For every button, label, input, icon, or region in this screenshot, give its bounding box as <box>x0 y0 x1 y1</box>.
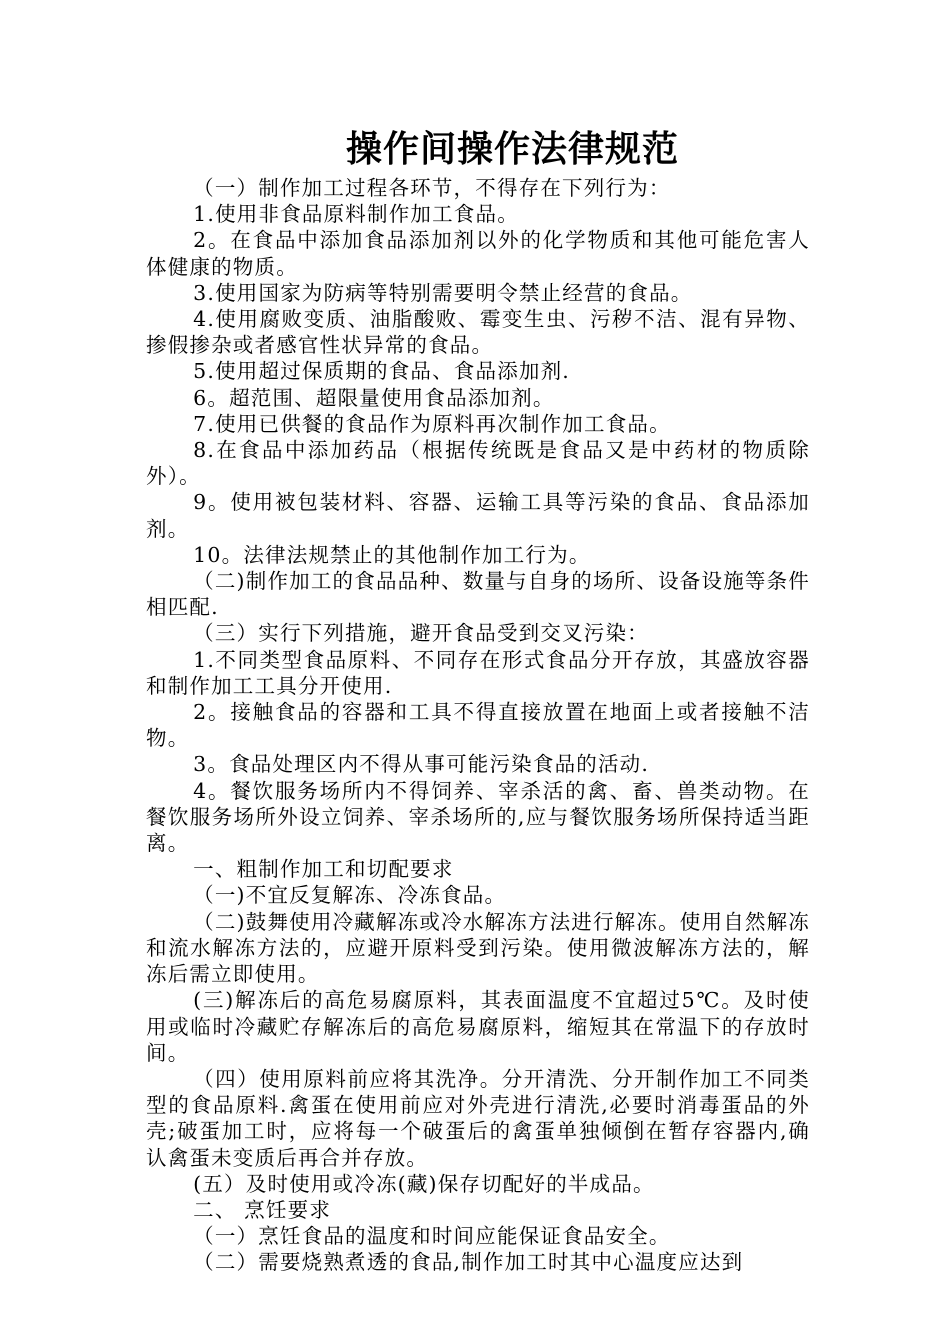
paragraph: （三）实行下列措施，避开食品受到交叉污染： <box>193 621 649 646</box>
paragraph: 8.在食品中添加药品（根据传统既是食品又是中药材的物质除外）。 <box>146 438 810 489</box>
paragraph: 2。在食品中添加食品添加剂以外的化学物质和其他可能危害人体健康的物质。 <box>146 228 810 279</box>
paragraph: 4。餐饮服务场所内不得饲养、宰杀活的禽、畜、兽类动物。在餐饮服务场所外设立饲养、宰杀场所的,应与餐饮服务场所保持适当距离。 <box>146 778 810 856</box>
document-body <box>146 175 810 1276</box>
paragraph: 2。接触食品的容器和工具不得直接放置在地面上或者接触不洁物。 <box>146 700 810 751</box>
paragraph: 7.使用已供餐的食品作为原料再次制作加工食品。 <box>193 411 671 436</box>
document-title: 操作间操作法律规范 <box>345 129 679 170</box>
paragraph: (三)解冻后的高危易腐原料，其表面温度不宜超过5℃。及时使用或临时冷藏贮存解冻后的高危易腐原料，缩短其在常温下的存放时间。 <box>146 988 810 1065</box>
paragraph: （一）烹饪食品的温度和时间应能保证食品安全。 <box>193 1224 671 1249</box>
paragraph: 3。食品处理区内不得从事可能污染食品的活动. <box>193 752 650 777</box>
paragraph: （二)制作加工的食品品种、数量与自身的场所、设备设施等条件相匹配. <box>146 569 810 620</box>
paragraph: 一、粗制作加工和切配要求 <box>193 857 454 882</box>
paragraph: 4.使用腐败变质、油脂酸败、霉变生虫、污秽不洁、混有异物、掺假掺杂或者感官性状异常的食品。 <box>146 307 810 358</box>
paragraph: 9。使用被包装材料、容器、运输工具等污染的食品、食品添加剂。 <box>146 490 810 541</box>
paragraph: （二）需要烧熟煮透的食品,制作加工时其中心温度应达到 <box>193 1250 744 1275</box>
paragraph: （一）制作加工过程各环节，不得存在下列行为： <box>193 176 671 200</box>
paragraph: 1.使用非食品原料制作加工食品。 <box>193 202 519 227</box>
paragraph: 3.使用国家为防病等特别需要明令禁止经营的食品。 <box>193 280 693 305</box>
paragraph: （二)鼓舞使用冷藏解冻或冷水解冻方法进行解冻。使用自然解冻和流水解冻方法的，应避开原料受到污染。使用微波解冻方法的，解冻后需立即使用。 <box>146 909 810 987</box>
paragraph: （一)不宜反复解冻、冷冻食品。 <box>193 883 507 908</box>
paragraph: （四）使用原料前应将其洗净。分开清洗、分开制作加工不同类型的食品原料.禽蛋在使用前应对外壳进行清洗,必要时消毒蛋品的外壳;破蛋加工时，应将每一个破蛋后的禽蛋单独倾倒在暂存容器内,确认禽蛋未变质后再合并存放。 <box>146 1066 810 1170</box>
paragraph: 1.不同类型食品原料、不同存在形式食品分开存放，其盛放容器和制作加工工具分开使用. <box>146 647 810 698</box>
paragraph: 10。法律法规禁止的其他制作加工行为。 <box>193 542 591 567</box>
paragraph: 5.使用超过保质期的食品、食品添加剂. <box>193 359 571 384</box>
paragraph: 二、 烹饪要求 <box>193 1197 332 1222</box>
paragraph: 6。超范围、超限量使用食品添加剂。 <box>193 385 555 410</box>
paragraph: (五）及时使用或冷冻(藏)保存切配好的半成品。 <box>193 1171 655 1196</box>
